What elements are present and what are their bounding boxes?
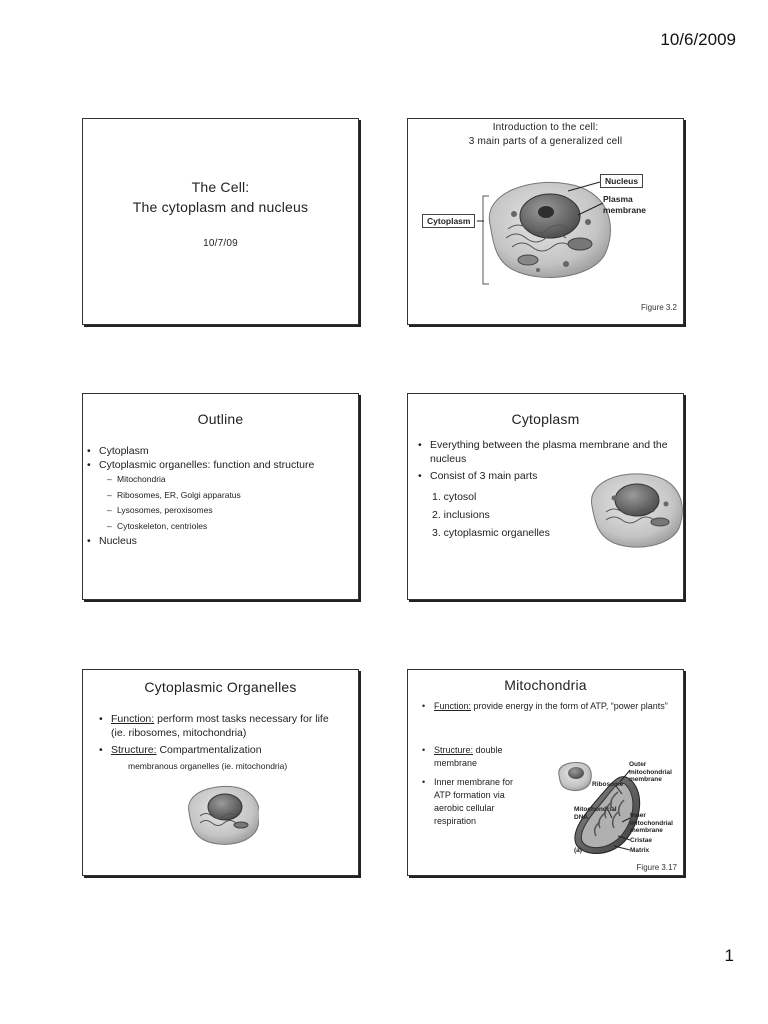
list-item-text: Cytoplasmic organelles: function and structure bbox=[99, 459, 315, 471]
function-text: provide energy in the form of ATP, “power plants” bbox=[471, 701, 668, 711]
structure-label: Structure: bbox=[111, 744, 157, 756]
label-panel-a: (a) bbox=[574, 847, 582, 854]
label-matrix: Matrix bbox=[630, 847, 650, 854]
sub-list-item: – Mitochondria bbox=[107, 472, 352, 488]
label-inner-2: mitochondrial bbox=[630, 819, 673, 827]
list-item bbox=[99, 743, 339, 757]
function-text: perform most tasks necessary for life (ie. ribosomes, mitochondria) bbox=[111, 713, 329, 739]
slide1-title-line1: The Cell: bbox=[191, 179, 250, 195]
label-outer-3: membrane bbox=[629, 776, 662, 783]
slide1-date: 10/7/09 bbox=[203, 238, 238, 249]
slide-cytoplasm bbox=[407, 393, 684, 600]
label-dna-1: Mitochondrial bbox=[574, 806, 617, 813]
function-label: Function: bbox=[111, 713, 155, 725]
list-item bbox=[87, 458, 352, 534]
label-outer-membrane bbox=[629, 761, 672, 784]
label-ribosome: Ribosome bbox=[592, 781, 624, 788]
label-inner-1: Inner bbox=[630, 812, 646, 819]
sub-list-item: – Lysosomes, peroxisomes bbox=[107, 503, 352, 519]
slide5-title: Cytoplasmic Organelles bbox=[144, 679, 297, 695]
label-cristae: Cristae bbox=[630, 837, 653, 844]
slide3-title: Outline bbox=[197, 411, 244, 427]
part-1: 1. cytosol bbox=[432, 491, 477, 503]
label-plasma-1: Plasma bbox=[603, 194, 633, 204]
figure-caption: Figure 3.2 bbox=[640, 303, 677, 312]
slide2-title-line2: 3 main parts of a generalized cell bbox=[468, 136, 623, 147]
list-item: • Nucleus bbox=[87, 534, 352, 548]
structure-text: double membrane bbox=[434, 745, 503, 768]
part-2: 2. inclusions bbox=[432, 509, 490, 521]
slide4-title: Cytoplasm bbox=[511, 411, 580, 427]
sub-list-item: – Cytoskeleton, centrioles bbox=[107, 519, 352, 535]
list-item bbox=[99, 712, 339, 740]
sub-list-item: – Ribosomes, ER, Golgi apparatus bbox=[107, 488, 352, 504]
label-outer-1: Outer bbox=[629, 761, 647, 768]
organelles-bullets bbox=[99, 712, 339, 757]
list-item: • Everything between the plasma membrane and the nucleus bbox=[418, 438, 673, 466]
slide1-title-line2: The cytoplasm and nucleus bbox=[132, 199, 309, 215]
structure-text: Compartmentalization bbox=[156, 744, 262, 756]
list-item: • Inner membrane for ATP formation via aerobic cellular respiration bbox=[422, 776, 528, 828]
label-plasma-2: membrane bbox=[603, 205, 646, 215]
slide-introduction bbox=[407, 118, 684, 325]
structure-label: Structure: bbox=[434, 745, 474, 755]
cell-illustration bbox=[584, 468, 684, 552]
part-3: 3. cytoplasmic organelles bbox=[432, 527, 550, 539]
slide2-title-line1: Introduction to the cell: bbox=[492, 122, 599, 133]
function-label: Function: bbox=[434, 701, 472, 711]
label-cytoplasm: Cytoplasm bbox=[422, 214, 475, 228]
label-inner-3: membrane bbox=[630, 827, 663, 834]
label-outer-2: mitochondrial bbox=[629, 768, 672, 776]
label-dna-2: DNA bbox=[574, 813, 589, 821]
figure-caption: Figure 3.17 bbox=[636, 863, 677, 872]
slide-title bbox=[82, 118, 359, 325]
outline-list bbox=[87, 444, 352, 548]
list-item: • Consist of 3 main parts bbox=[418, 469, 673, 483]
sub-list bbox=[107, 472, 352, 534]
page-number: 1 bbox=[724, 946, 734, 965]
cell-illustration bbox=[183, 782, 259, 848]
label-mito-dna bbox=[574, 806, 617, 821]
label-nucleus: Nucleus bbox=[600, 174, 643, 188]
list-item: • Cytoplasm bbox=[87, 444, 352, 458]
slide-mitochondria bbox=[407, 669, 684, 876]
slide6-title: Mitochondria bbox=[504, 677, 587, 693]
page-header-date: 10/6/2009 bbox=[660, 30, 736, 49]
organelles-subtext: membranous organelles (ie. mitochondria) bbox=[128, 761, 288, 771]
slide-cytoplasmic-organelles bbox=[82, 669, 359, 876]
label-inner-membrane bbox=[630, 812, 673, 835]
slide-outline bbox=[82, 393, 359, 600]
